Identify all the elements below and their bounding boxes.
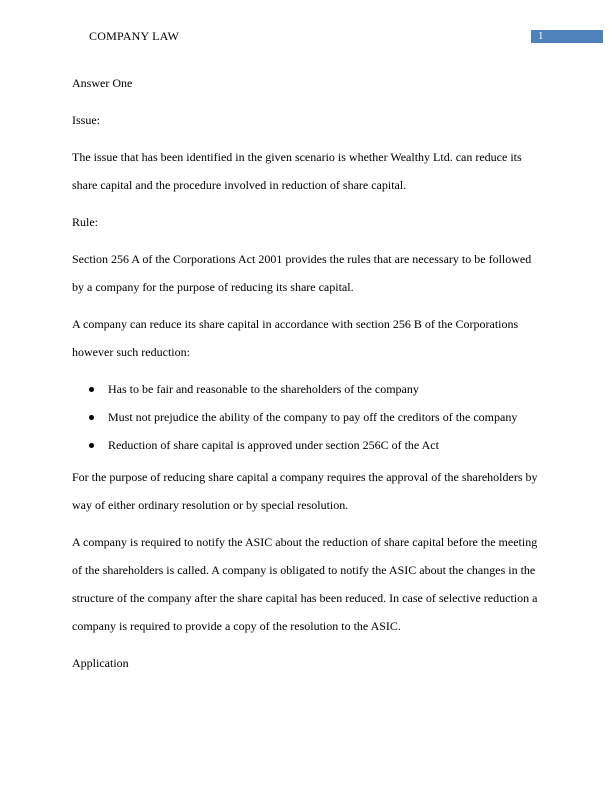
- list-item: [72, 375, 544, 403]
- page-number-badge: 1: [531, 30, 603, 43]
- list-item-text: Must not prejudice the ability of the company to pay off the creditors of the company: [108, 410, 518, 424]
- application-label: Application: [72, 656, 129, 670]
- bullet-icon: [89, 387, 94, 392]
- list-item: [72, 403, 544, 431]
- issue-label: Issue:: [72, 113, 100, 127]
- header-title: COMPANY LAW: [89, 29, 180, 43]
- rule-paragraph-3: For the purpose of reducing share capital a company requires the approval of the shareholders by way of either ordinary resolution or by special resolution.: [72, 470, 538, 512]
- document-body: [72, 69, 544, 686]
- bullet-icon: [89, 443, 94, 448]
- rule-paragraph-1: Section 256 A of the Corporations Act 2001 provides the rules that are necessary to be followed by a company for the purpose of reducing its share capital.: [72, 252, 532, 294]
- rule-paragraph-4: A company is required to notify the ASIC about the reduction of share capital before the meeting of the shareholders is called. A company is obligated to notify the ASIC about the changes in the structure of the company after the share capital has been reduced. In case of selective reduction a company is required to provide a copy of the resolution to the ASIC.: [72, 535, 538, 633]
- answer-heading: Answer One: [72, 76, 133, 90]
- issue-paragraph: The issue that has been identified in the given scenario is whether Wealthy Ltd. can reduce its share capital and the procedure involved in reduction of share capital.: [72, 150, 522, 192]
- list-item-text: Has to be fair and reasonable to the shareholders of the company: [108, 382, 419, 396]
- bullet-icon: [89, 415, 94, 420]
- rule-paragraph-2: A company can reduce its share capital in accordance with section 256 B of the Corporations however such reduction:: [72, 317, 519, 359]
- list-item-text: Reduction of share capital is approved under section 256C of the Act: [108, 438, 439, 452]
- list-item: [72, 431, 544, 459]
- reduction-conditions-list: [72, 375, 544, 459]
- rule-label: Rule:: [72, 215, 98, 229]
